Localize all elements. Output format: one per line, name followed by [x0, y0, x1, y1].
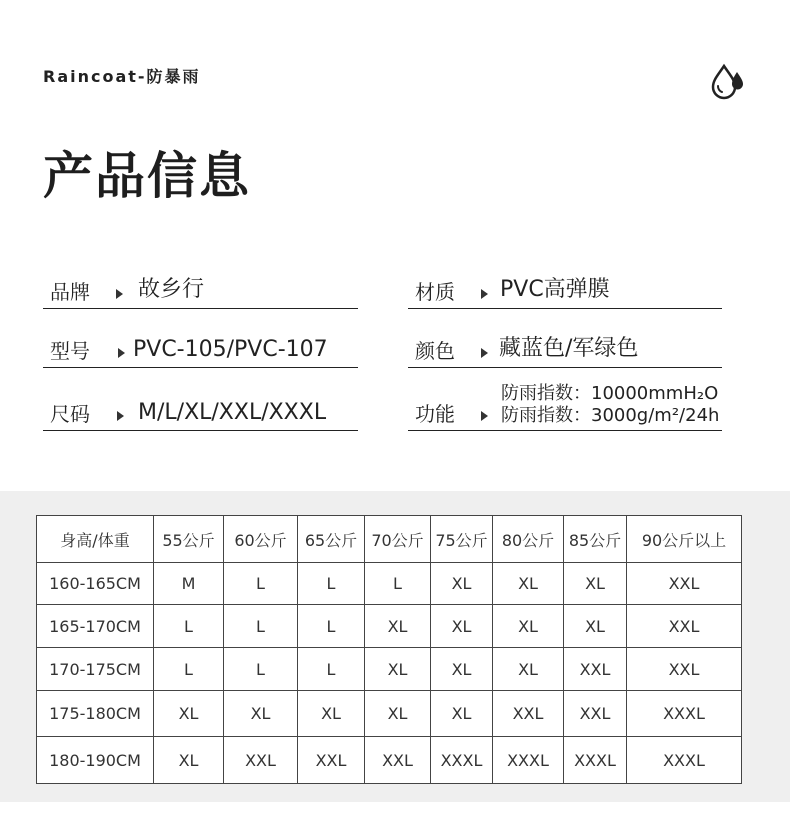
- table-cell: L: [154, 605, 224, 648]
- brand-line: Raincoat-防暴雨: [43, 67, 201, 86]
- table-cell: XL: [431, 691, 493, 737]
- table-cell: XL: [431, 563, 493, 605]
- table-cell: M: [154, 563, 224, 605]
- info-row-size: [43, 385, 358, 431]
- table-header-cell: 80公斤: [493, 516, 564, 563]
- model-value: PVC-105/PVC-107: [133, 337, 328, 362]
- table-cell: XXXL: [431, 737, 493, 784]
- table-cell: XXXL: [493, 737, 564, 784]
- table-cell: XL: [493, 648, 564, 691]
- material-value: PVC高弹膜: [500, 277, 610, 302]
- table-cell: L: [298, 605, 365, 648]
- table-cell: XXL: [627, 648, 742, 691]
- table-cell: L: [224, 648, 298, 691]
- table-row: [37, 605, 742, 648]
- table-cell: XL: [493, 563, 564, 605]
- table-row: [37, 563, 742, 605]
- info-row-material: [408, 263, 722, 309]
- page-title: 产品信息: [43, 147, 251, 205]
- table-cell: 175-180CM: [37, 691, 154, 737]
- function-label: 功能: [415, 402, 455, 426]
- water-drop-icon: [708, 60, 748, 100]
- size-value: M/L/XL/XXL/XXXL: [138, 400, 327, 425]
- color-value: 藏蓝色/军绿色: [499, 336, 639, 361]
- table-cell: L: [298, 648, 365, 691]
- table-cell: XXL: [627, 605, 742, 648]
- table-cell: L: [224, 563, 298, 605]
- arrow-icon: [116, 289, 123, 299]
- table-cell: XL: [431, 605, 493, 648]
- table-cell: XL: [154, 691, 224, 737]
- table-cell: L: [154, 648, 224, 691]
- table-cell: XL: [154, 737, 224, 784]
- table-header-cell: 75公斤: [431, 516, 493, 563]
- info-row-model: [43, 322, 358, 368]
- table-cell: 180-190CM: [37, 737, 154, 784]
- table-cell: XXXL: [627, 691, 742, 737]
- table-header-cell: 65公斤: [298, 516, 365, 563]
- color-label: 颜色: [415, 339, 455, 363]
- table-header-cell: 85公斤: [564, 516, 627, 563]
- table-header-cell: 90公斤以上: [627, 516, 742, 563]
- function-line-1: 防雨指数：10000mmH₂O: [501, 383, 719, 404]
- arrow-icon: [117, 411, 124, 421]
- material-label: 材质: [415, 280, 455, 304]
- table-cell: XL: [431, 648, 493, 691]
- table-cell: XL: [224, 691, 298, 737]
- table-header-cell: 60公斤: [224, 516, 298, 563]
- table-header-cell: 70公斤: [365, 516, 431, 563]
- table-cell: XL: [365, 605, 431, 648]
- table-cell: L: [224, 605, 298, 648]
- table-cell: XL: [493, 605, 564, 648]
- table-cell: XL: [365, 691, 431, 737]
- table-cell: XL: [298, 691, 365, 737]
- table-cell: 165-170CM: [37, 605, 154, 648]
- size-table: [36, 515, 742, 784]
- arrow-icon: [118, 348, 125, 358]
- table-header-cell: 身高/体重: [37, 516, 154, 563]
- table-cell: XXL: [224, 737, 298, 784]
- brand-label: 品牌: [50, 280, 90, 304]
- table-row: [37, 648, 742, 691]
- table-cell: L: [365, 563, 431, 605]
- arrow-icon: [481, 348, 488, 358]
- table-row: [37, 691, 742, 737]
- model-label: 型号: [50, 339, 90, 363]
- table-cell: XXL: [298, 737, 365, 784]
- arrow-icon: [481, 289, 488, 299]
- table-cell: XXL: [365, 737, 431, 784]
- table-header-row: [37, 516, 742, 563]
- table-cell: 170-175CM: [37, 648, 154, 691]
- table-cell: XL: [365, 648, 431, 691]
- table-row: [37, 737, 742, 784]
- brand-value: 故乡行: [138, 277, 205, 302]
- table-cell: XL: [564, 563, 627, 605]
- info-row-function: [408, 385, 722, 431]
- table-cell: XXL: [564, 648, 627, 691]
- size-label: 尺码: [50, 402, 90, 426]
- table-header-cell: 55公斤: [154, 516, 224, 563]
- table-cell: XXXL: [564, 737, 627, 784]
- table-cell: XL: [564, 605, 627, 648]
- function-line-2: 防雨指数：3000g/m²/24h: [501, 405, 720, 426]
- table-cell: XXXL: [627, 737, 742, 784]
- table-cell: XXL: [564, 691, 627, 737]
- table-cell: 160-165CM: [37, 563, 154, 605]
- table-cell: L: [298, 563, 365, 605]
- info-row-brand: [43, 263, 358, 309]
- info-row-color: [408, 322, 722, 368]
- arrow-icon: [481, 411, 488, 421]
- table-cell: XXL: [627, 563, 742, 605]
- table-cell: XXL: [493, 691, 564, 737]
